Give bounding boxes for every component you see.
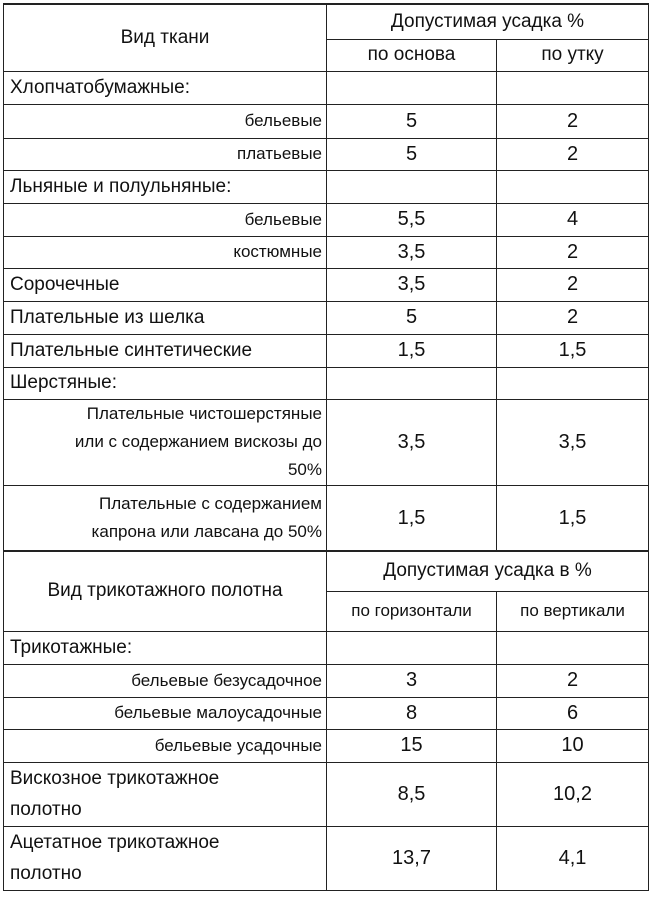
- row-label: бельевые малоусадочные: [4, 697, 327, 729]
- row-label-line: или с содержанием вискозы до: [74, 432, 322, 451]
- warp-value: 3,5: [327, 399, 497, 485]
- horizontal-value: 15: [327, 729, 497, 762]
- row-label-line: полотно: [10, 863, 82, 884]
- table-row: [4, 334, 649, 367]
- row-label: бельевые усадочные: [4, 729, 327, 762]
- row-label: Шерстяные:: [4, 367, 327, 399]
- row-label-line: Ацетатное трикотажное: [10, 832, 220, 853]
- warp-value: 1,5: [327, 485, 497, 551]
- row-label-line: капрона или лавсана до 50%: [91, 522, 322, 541]
- table-row: [4, 203, 649, 236]
- vertical-value: [497, 631, 649, 664]
- weft-value: 2: [497, 104, 649, 138]
- table-row: [4, 71, 649, 104]
- vertical-value: 10,2: [497, 762, 649, 826]
- warp-value: 5: [327, 301, 497, 334]
- row-label: бельевые: [4, 203, 327, 236]
- weft-value: [497, 367, 649, 399]
- row-label: [4, 399, 327, 485]
- table-row: [4, 826, 649, 890]
- table-row: [4, 301, 649, 334]
- weft-value: 3,5: [497, 399, 649, 485]
- row-label-line: Вискозное трикотажное: [10, 768, 220, 789]
- warp-value: 3,5: [327, 236, 497, 268]
- vertical-value: 2: [497, 664, 649, 697]
- weft-value: 1,5: [497, 485, 649, 551]
- horizontal-value: 8: [327, 697, 497, 729]
- warp-value: 5: [327, 138, 497, 170]
- row-label: костюмные: [4, 236, 327, 268]
- table-row: [4, 697, 649, 729]
- warp-value: [327, 71, 497, 104]
- knit-type-header: Вид трикотажного полотна: [4, 551, 327, 631]
- horizontal-value: 3: [327, 664, 497, 697]
- weft-header: по утку: [497, 39, 649, 71]
- row-label: Хлопчатобумажные:: [4, 71, 327, 104]
- table-row: [4, 485, 649, 551]
- knit-shrinkage-header: Допустимая усадка в %: [327, 551, 649, 591]
- knit-shrinkage-table: [3, 550, 649, 891]
- fabric-shrinkage-header: Допустимая усадка %: [327, 4, 649, 39]
- table-row: [4, 631, 649, 664]
- table-row: [4, 138, 649, 170]
- warp-value: [327, 170, 497, 203]
- table-row: [4, 170, 649, 203]
- row-label: Сорочечные: [4, 268, 327, 301]
- row-label-line: 50%: [287, 460, 322, 479]
- row-label: Плательные синтетические: [4, 334, 327, 367]
- horizontal-value: 13,7: [327, 826, 497, 890]
- horizontal-value: 8,5: [327, 762, 497, 826]
- row-label-line: Плательные чистошерстяные: [86, 404, 322, 423]
- vertical-value: 10: [497, 729, 649, 762]
- row-label: [4, 826, 327, 890]
- horizontal-header: по горизонтали: [327, 591, 497, 631]
- horizontal-value: [327, 631, 497, 664]
- warp-value: 3,5: [327, 268, 497, 301]
- table-row: [4, 729, 649, 762]
- row-label: [4, 762, 327, 826]
- vertical-value: 4,1: [497, 826, 649, 890]
- row-label: Трикотажные:: [4, 631, 327, 664]
- weft-value: 4: [497, 203, 649, 236]
- warp-value: 5: [327, 104, 497, 138]
- row-label: бельевые безусадочное: [4, 664, 327, 697]
- weft-value: 2: [497, 138, 649, 170]
- weft-value: [497, 71, 649, 104]
- row-label: платьевые: [4, 138, 327, 170]
- row-label: бельевые: [4, 104, 327, 138]
- fabric-shrinkage-table: [3, 3, 649, 552]
- row-label: [4, 485, 327, 551]
- weft-value: 1,5: [497, 334, 649, 367]
- row-label: Льняные и полульняные:: [4, 170, 327, 203]
- table-row: [4, 104, 649, 138]
- weft-value: [497, 170, 649, 203]
- warp-value: 1,5: [327, 334, 497, 367]
- table-row: [4, 762, 649, 826]
- weft-value: 2: [497, 268, 649, 301]
- fabric-type-header: Вид ткани: [4, 4, 327, 71]
- warp-header: по основа: [327, 39, 497, 71]
- weft-value: 2: [497, 236, 649, 268]
- table-row: [4, 399, 649, 485]
- warp-value: 5,5: [327, 203, 497, 236]
- table-row: [4, 236, 649, 268]
- table-row: [4, 367, 649, 399]
- warp-value: [327, 367, 497, 399]
- weft-value: 2: [497, 301, 649, 334]
- row-label-line: Плательные с содержанием: [99, 494, 322, 513]
- row-label-line: полотно: [10, 799, 82, 820]
- row-label: Плательные из шелка: [4, 301, 327, 334]
- table-row: [4, 664, 649, 697]
- vertical-header: по вертикали: [497, 591, 649, 631]
- vertical-value: 6: [497, 697, 649, 729]
- table-row: [4, 268, 649, 301]
